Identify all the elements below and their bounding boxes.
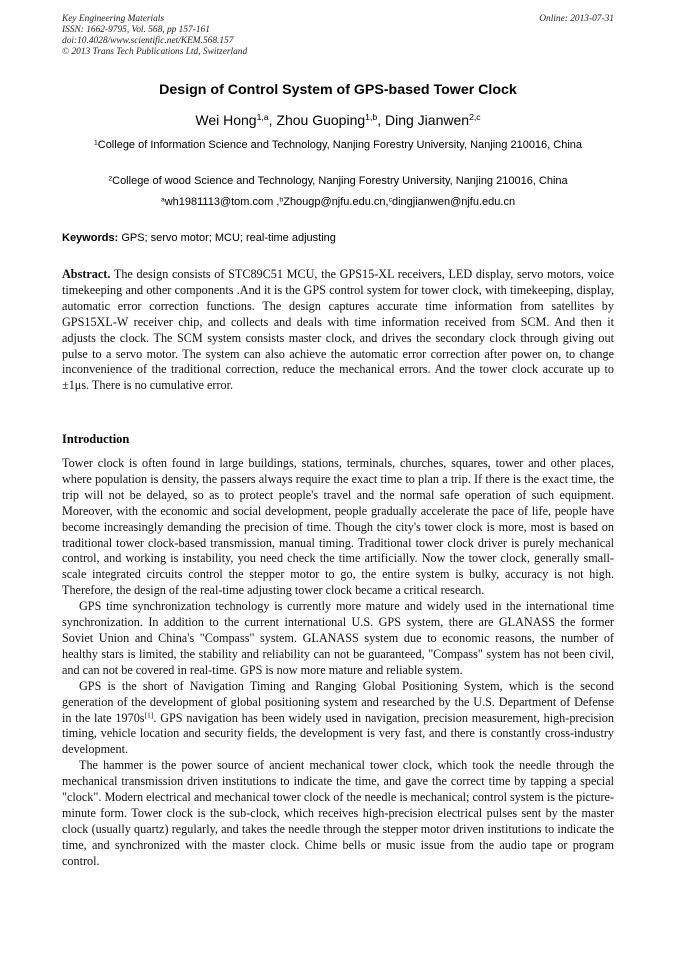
author-name: Ding Jianwen [385,112,470,128]
author-name: Zhou Guoping [276,112,366,128]
journal-doi: doi:10.4028/www.scientific.net/KEM.568.157 [62,36,234,46]
email-list: $^a$wh1981113@tom.com ,$^b$Zhougp@njfu.edu.cn,$^c$dingjianwen@njfu.edu.cn [160,196,516,208]
keywords-text: GPS; servo motor; MCU; real-time adjusting [121,232,336,244]
email-address: dingjianwen@njfu.edu.cn [391,196,516,208]
paragraph-text: . GPS navigation has been widely used in navigation, precision measurement, high-precision timing, vehicle location and security fields, the development is very fast, and there is constantly cross-industry development. [62,710,614,757]
paragraph [62,679,614,759]
paper-title: Design of Control System of GPS-based Tower Clock [159,82,517,98]
journal-copyright: © 2013 Trans Tech Publications Ltd, Switzerland [62,47,248,57]
affiliation-text: College of wood Science and Technology, Nanjing Forestry University, Nanjing 210016, China [112,175,568,187]
affiliation-text: College of Information Science and Technology, Nanjing Forestry University, Nanjing 210016, China [97,139,583,151]
citation: [1] [144,709,154,719]
paragraph: The hammer is the power source of ancient mechanical tower clock, which took the needle through the mechanical transmission driven institutions to indicate the time, and gave the correct time by tapping a special "clock". Modern electrical and mechanical tower clock of the needle is mechanical; control system is the picture-minute form. Tower clock is the sub-clock, which receives high-precision electrical pulses sent by the master clock (usually quartz) regularly, and takes the needle through the stepper motor driven institutions to indicate the time, and synchronized with the master clock. Chime bells or music issue from the audio tape or program control. [62,758,614,868]
journal-issn: ISSN: 1662-9795, Vol. 568, pp 157-161 [62,25,210,35]
keywords [62,232,614,244]
paragraph: Tower clock is often found in large buildings, stations, terminals, churches, squares, tower and other places, where population is density, the passers always require the exact time to plan a trip. If there is the exact time, the trip will not be delayed, so as to protect people's travel and the normal safe operation of such equipment. Moreover, with the economic and social development, people gradually accelerate the pace of life, people have become increasingly demanding the precision of time. Though the city's tower clock is more, most is based on traditional tower clock-based transmission, manual timing. Traditional tower clock driver is purely mechanical control, and working is instability, you need check the time artificially. Now the tower clock, generally small-scale integrated circuits control the stepper motor to go, the entire system is bulky, accuracy is not high. Therefore, the design of the real-time adjusting tower clock became a critical research. [62,456,614,598]
abstract [62,267,614,394]
section-heading-introduction: Introduction [62,432,130,446]
paragraph: GPS time synchronization technology is currently more mature and widely used in the international time synchronization. In addition to the current international U.S. GPS system, there are GLANASS the former Soviet Union and China's "Compass" system. GLANASS system due to economic reasons, the number of healthy stars is limited, the stability and reliability can not be guaranteed, "Compass" system has not been civil, and can not be covered in real-time. GPS is now more mature and reliable system. [62,599,614,677]
affiliation-mark: 2 [108,175,113,183]
affiliation-mark: 1 [93,139,98,147]
paragraph-text: GPS is the short of Navigation Timing and Ranging Global Positioning System, which is the second generation of the development of global positioning system and researched by the U.S. Department of Defense in the late 1970s [62,678,614,725]
email-mark: c [388,196,392,204]
author-name: Wei Hong [195,112,257,128]
abstract-text: The design consists of STC89C51 MCU, the GPS15-XL receivers, LED display, servo motors, voice timekeeping and other components .And it is the GPS control system for tower clock, with timekeeping, display, automatic error correction functions. The design captures accurate time information from satellites by GPS15XL-W receiver chip, and collects and deals with time information received from SCM. And then it adjusts the clock. The SCM system consists master clock, and drives the secondary clock through giving out pulse to a servo motor. The system can also achieve the automatic error correction after power on, to change inconvenience of the traditional correction, reduce the mechanical errors. And the tower clock accurate up to ±1μs. There is no cumulative error. [62,267,615,393]
author-affiliation-mark: 1,a [256,112,269,123]
online-date: Online: 2013-07-31 [539,14,614,24]
affiliation [62,138,614,153]
affiliation [62,174,614,189]
author-affiliation-mark: 1,b [365,112,378,123]
author-list: Wei Hong$^{1,a}$, Zhou Guoping$^{1,b}$, Ding Jianwen$^{2,c}$ [195,112,481,128]
journal-header [62,14,614,58]
introduction-body [62,456,614,870]
abstract-label: Abstract. [62,267,111,281]
email-mark: b [279,196,284,204]
email-address: Zhougp@njfu.edu.cn [283,196,386,208]
keywords-label: Keywords: [62,232,119,244]
email-mark: a [160,196,165,204]
author-affiliation-mark: 2,c [469,112,481,123]
journal-name: Key Engineering Materials [62,14,165,24]
email-address: wh1981113@tom.com [164,196,274,208]
